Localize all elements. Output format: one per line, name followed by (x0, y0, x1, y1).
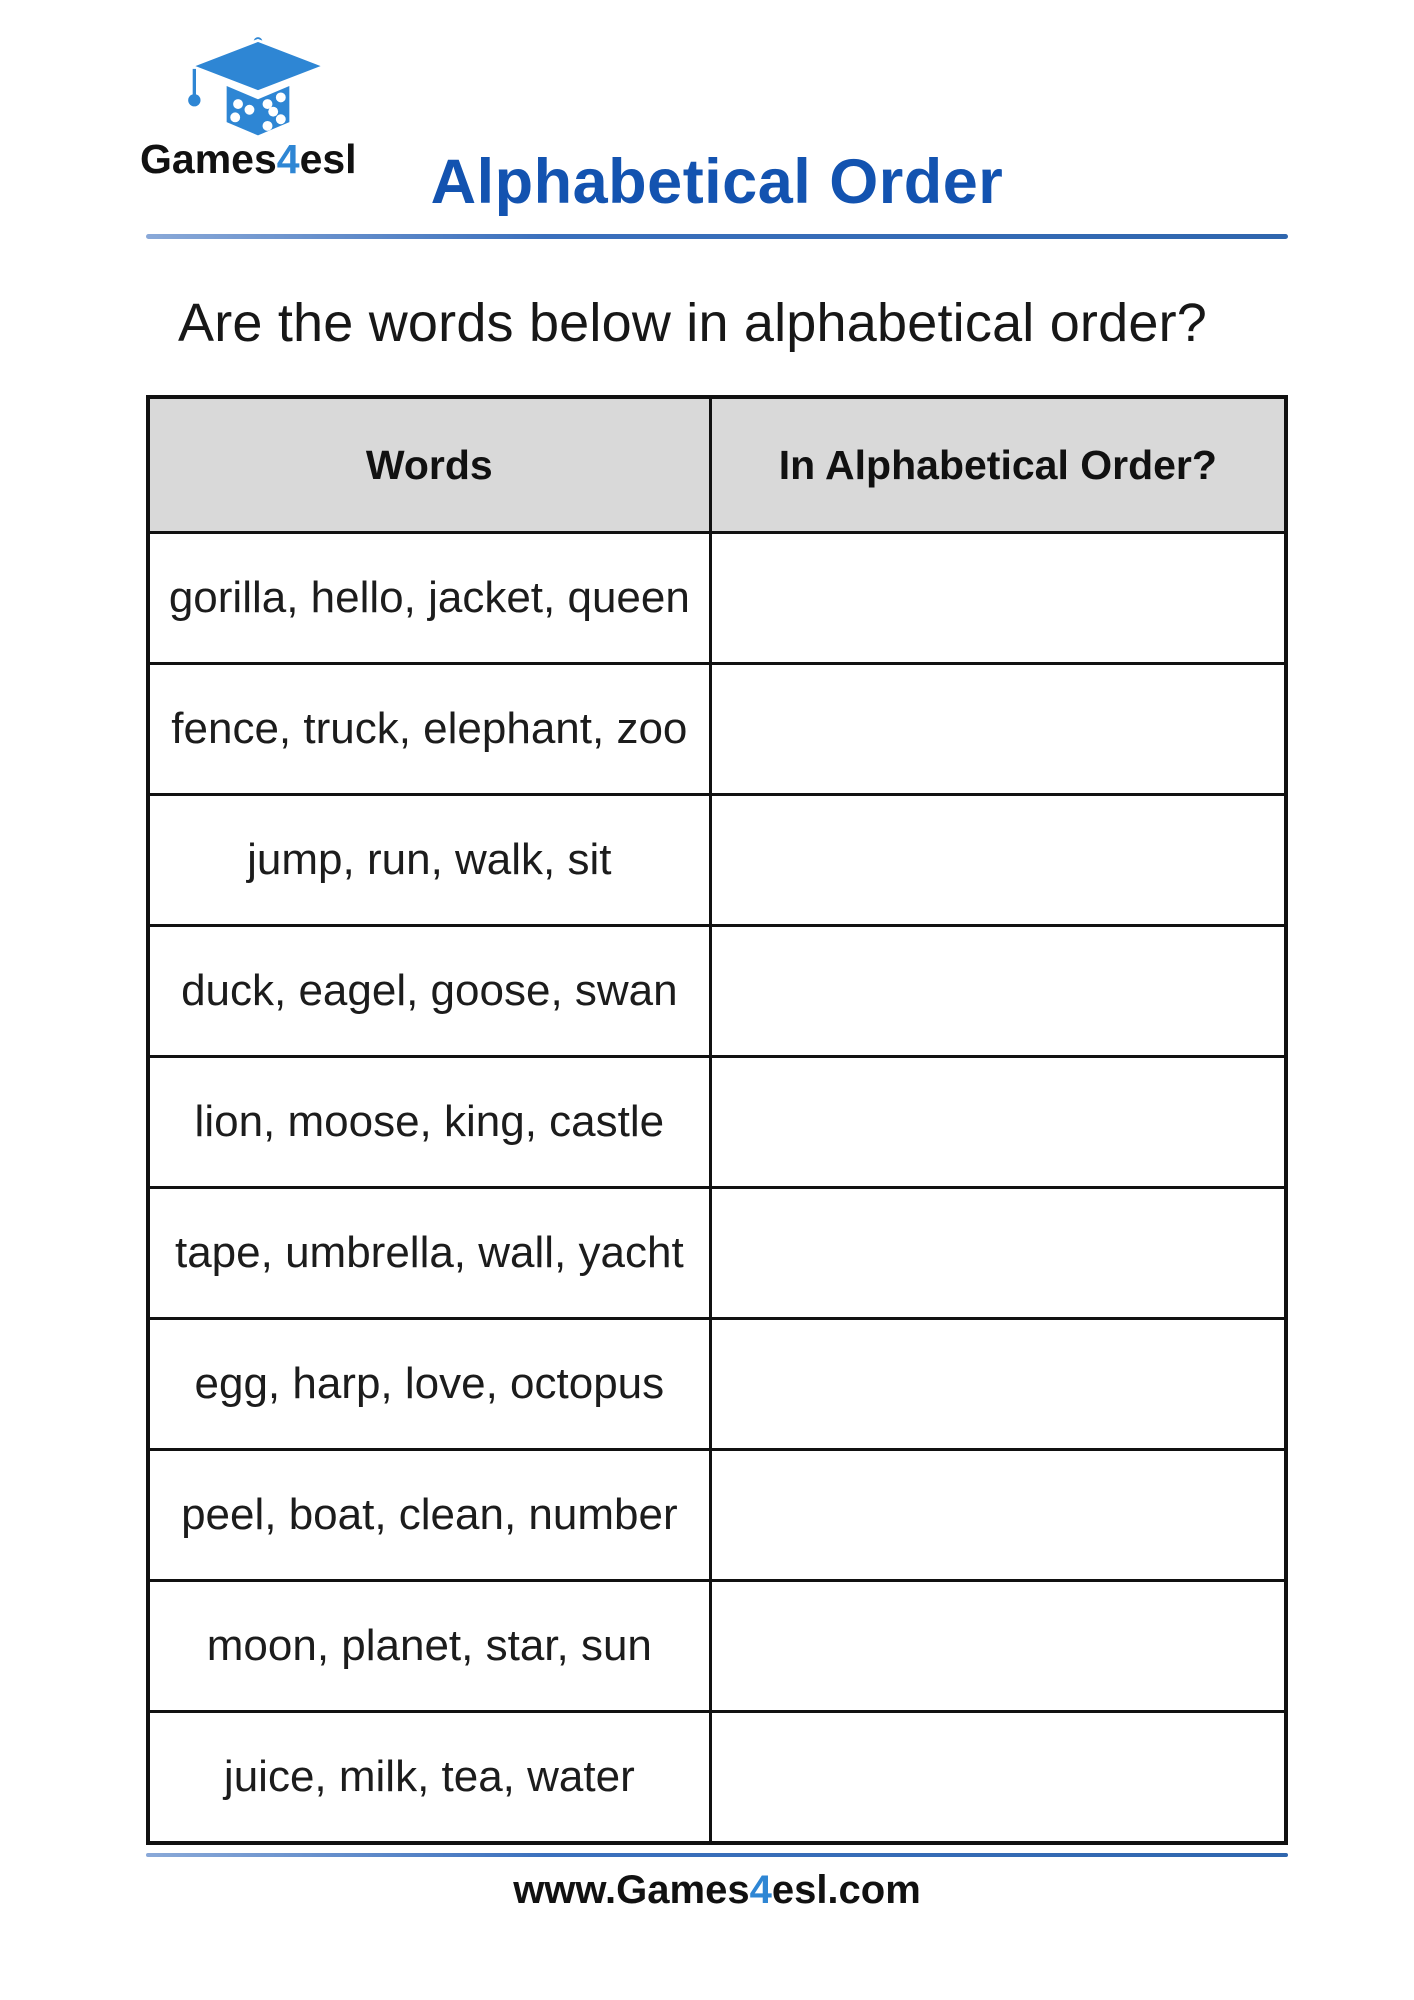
words-cell: egg, harp, love, octopus (148, 1319, 710, 1450)
words-cell: gorilla, hello, jacket, queen (148, 533, 710, 664)
table-row (148, 1319, 1286, 1450)
table-row (148, 1450, 1286, 1581)
table-row (148, 1712, 1286, 1844)
footer-url-suffix: esl.com (771, 1868, 921, 1912)
answer-cell[interactable] (710, 533, 1286, 664)
question-text: Are the words below in alphabetical order? (178, 293, 1207, 353)
footer-url[interactable] (146, 1868, 1288, 1913)
words-cell: duck, eagel, goose, swan (148, 926, 710, 1057)
answer-cell[interactable] (710, 1712, 1286, 1844)
words-cell: peel, boat, clean, number (148, 1450, 710, 1581)
answer-cell[interactable] (710, 926, 1286, 1057)
table-header-row (148, 397, 1286, 533)
logo-text-suffix: esl (299, 136, 357, 182)
table-row (148, 1188, 1286, 1319)
footer-url-accent: 4 (749, 1868, 772, 1912)
words-cell: jump, run, walk, sit (148, 795, 710, 926)
answer-cell[interactable] (710, 664, 1286, 795)
footer-divider (146, 1853, 1288, 1857)
page-title: Alphabetical Order (430, 147, 1004, 217)
table-row (148, 533, 1286, 664)
table-row (148, 926, 1286, 1057)
dice-with-graduation-cap-icon (182, 36, 334, 136)
logo-text-prefix: Games (140, 136, 277, 182)
column-header-words: Words (148, 397, 710, 533)
table-row (148, 664, 1286, 795)
answer-cell[interactable] (710, 795, 1286, 926)
words-cell: moon, planet, star, sun (148, 1581, 710, 1712)
words-cell: juice, milk, tea, water (148, 1712, 710, 1844)
table-row (148, 1057, 1286, 1188)
worksheet-table (146, 395, 1288, 1845)
answer-cell[interactable] (710, 1581, 1286, 1712)
words-cell: fence, truck, elephant, zoo (148, 664, 710, 795)
logo-text-accent: 4 (276, 136, 300, 182)
answer-cell[interactable] (710, 1188, 1286, 1319)
footer-url-prefix: www.Games (513, 1868, 750, 1912)
column-header-in-alphabetical-order: In Alphabetical Order? (710, 397, 1286, 533)
worksheet-table-body (148, 533, 1286, 1844)
table-row (148, 1581, 1286, 1712)
words-cell: lion, moose, king, castle (148, 1057, 710, 1188)
table-row (148, 795, 1286, 926)
answer-cell[interactable] (710, 1319, 1286, 1450)
title-divider (146, 234, 1288, 239)
answer-cell[interactable] (710, 1057, 1286, 1188)
answer-cell[interactable] (710, 1450, 1286, 1581)
words-cell: tape, umbrella, wall, yacht (148, 1188, 710, 1319)
